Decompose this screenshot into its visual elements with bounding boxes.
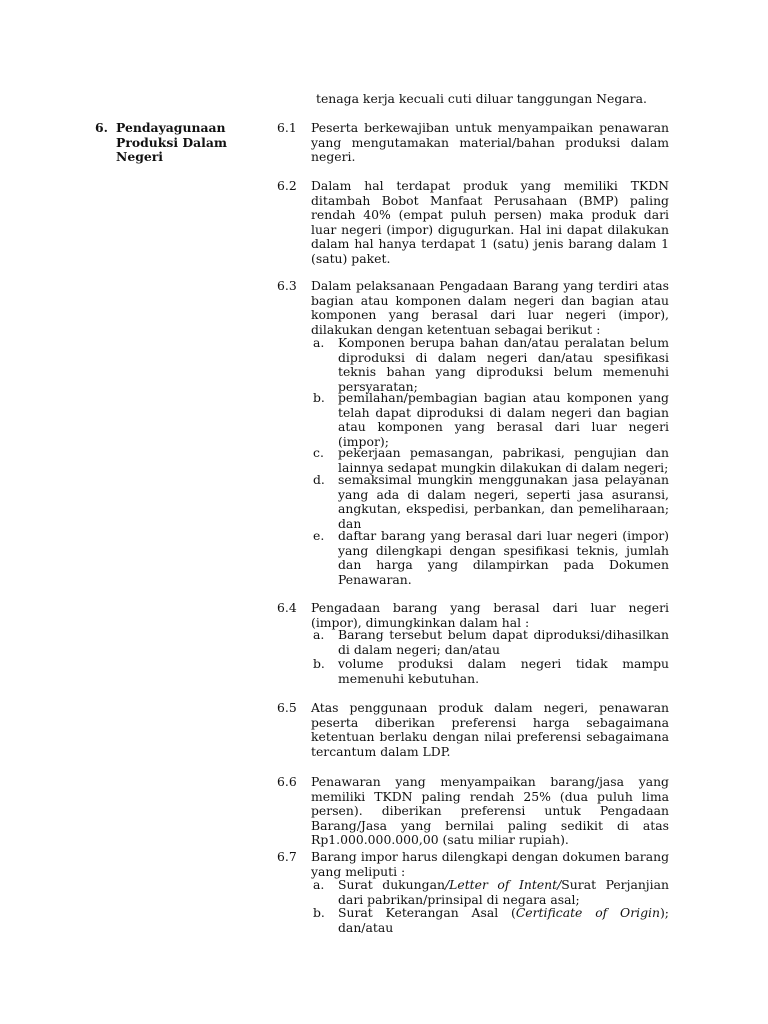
item-6-4-b-text: volume produksi dalam negeri tidak mampu memenuhi kebutuhan. (338, 656, 669, 686)
section-title (116, 121, 276, 165)
item-6-3-b-letter: b. (313, 390, 325, 405)
item-6-4-text: Pengadaan barang yang berasal dari luar negeri (impor), dimungkinkan dalam hal : (311, 600, 669, 630)
item-6-7-number: 6.7 (277, 849, 297, 864)
item-6-7-a-italic: /Letter of Intent/ (444, 877, 562, 892)
item-6-7-a-text (338, 878, 669, 907)
item-6-3-a-text: Komponen berupa bahan dan/atau peralatan belum diproduksi di dalam negeri dan/atau spesifikasi teknis bahan yang diproduksi belum memenuhi persyaratan; (338, 335, 669, 394)
section-title-line2: Produksi Dalam Negeri (116, 134, 227, 165)
item-6-3-d-text: semaksimal mungkin menggunakan jasa pelayanan yang ada di dalam negeri, seperti jasa asuransi, angkutan, ekspedisi, perbankan, dan pemeliharaan; dan (338, 472, 669, 531)
item-6-6-text: Penawaran yang menyampaikan barang/jasa yang memiliki TKDN paling rendah 25% (dua puluh lima persen). diberikan preferensi untuk Pengadaan Barang/Jasa yang bernilai paling sedikit di atas Rp1.000.000.000,00 (satu miliar rupiah). (311, 774, 669, 848)
item-6-7-b-letter: b. (313, 905, 325, 920)
section-title-line1: Pendayagunaan (116, 120, 226, 135)
item-6-3-e-letter: e. (313, 528, 325, 543)
item-6-7-a-pre: Surat dukungan (338, 877, 445, 892)
item-6-3-e-text: daftar barang yang berasal dari luar negeri (impor) yang dilengkapi dengan spesifikasi teknis, jumlah dan harga yang dilampirkan pada Dokumen Penawaran. (338, 528, 669, 587)
item-6-7-b-text (338, 906, 669, 935)
item-6-7-b-post: ); dan/atau (338, 905, 669, 935)
item-6-3-text: Dalam pelaksanaan Pengadaan Barang yang terdiri atas bagian atau komponen dalam negeri dan bagian atau komponen yang berasal dari luar negeri (impor), dilakukan dengan ketentuan sebagai berikut : (311, 278, 669, 337)
item-6-3-b-text: pemilahan/pembagian bagian atau komponen yang telah dapat diproduksi di dalam negeri dan bagian atau komponen yang berasal dari luar negeri (impor); (338, 390, 669, 449)
item-6-2-number: 6.2 (277, 178, 297, 193)
item-6-5-text: Atas penggunaan produk dalam negeri, penawaran peserta diberikan preferensi harga sebagaimana ketentuan berlaku dengan nilai preferensi sebagaimana tercantum dalam LDP. (311, 700, 669, 759)
item-6-7-b-pre: Surat Keterangan Asal ( (338, 905, 516, 920)
item-6-4-a-text: Barang tersebut belum dapat diproduksi/dihasilkan di dalam negeri; dan/atau (338, 627, 669, 657)
item-6-3-d-letter: d. (313, 472, 325, 487)
item-6-6-number: 6.6 (277, 774, 297, 789)
section-number: 6. (95, 120, 108, 135)
item-6-3-c-letter: c. (313, 445, 324, 460)
item-6-5-number: 6.5 (277, 700, 297, 715)
item-6-3-a-letter: a. (313, 335, 325, 350)
item-6-4-a-letter: a. (313, 627, 325, 642)
item-6-4-b-letter: b. (313, 656, 325, 671)
item-6-1-number: 6.1 (277, 120, 297, 135)
item-6-7-text: Barang impor harus dilengkapi dengan dokumen barang yang meliputi : (311, 849, 669, 879)
item-6-3-c-text: pekerjaan pemasangan, pabrikasi, pengujian dan lainnya sedapat mungkin dilakukan di dalam negeri; (338, 445, 669, 475)
item-6-7-b-italic: Certificate of Origin (515, 905, 660, 920)
item-6-7-a-letter: a. (313, 877, 325, 892)
intro-line: tenaga kerja kecuali cuti diluar tanggungan Negara. (316, 91, 647, 106)
item-6-2-text: Dalam hal terdapat produk yang memiliki TKDN ditambah Bobot Manfaat Perusahaan (BMP) paling rendah 40% (empat puluh persen) maka produk dari luar negeri (impor) digugurkan. Hal ini dapat dilakukan dalam hal hanya terdapat 1 (satu) jenis barang dalam 1 (satu) paket. (311, 178, 669, 266)
item-6-4-number: 6.4 (277, 600, 297, 615)
item-6-7-a-post: Surat Perjanjian dari pabrikan/prinsipal di negara asal; (338, 877, 669, 907)
item-6-1-text: Peserta berkewajiban untuk menyampaikan penawaran yang mengutamakan material/bahan produksi dalam negeri. (311, 120, 669, 165)
item-6-3-number: 6.3 (277, 278, 297, 293)
